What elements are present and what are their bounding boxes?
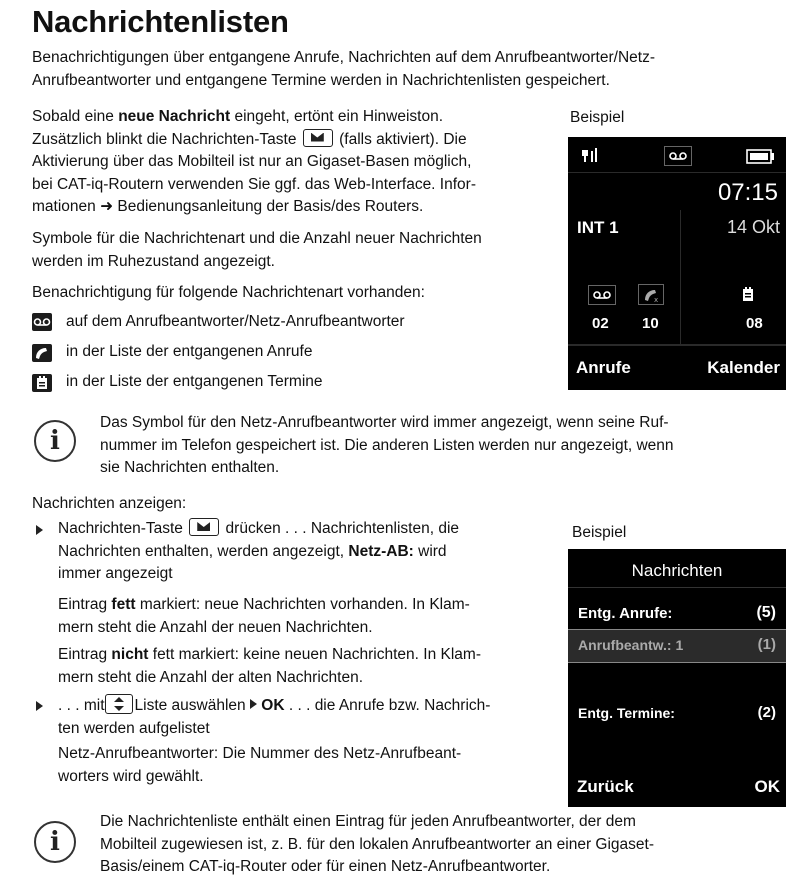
step-bullet-icon	[36, 525, 43, 535]
symbol-voicemail-text: auf dem Anrufbeantworter/Netz-Anrufbeantworter	[66, 313, 405, 330]
missed-call-icon	[638, 284, 664, 305]
symbols-paragraph: Symbole für die Nachrichtenart und die Anzahl neuer Nachrichten werden im Ruhezustand angezeigt.	[32, 230, 482, 270]
intro-line: Anrufbeantworter und entgangene Termine werden in Nachrichtenlisten gespeichert.	[32, 71, 610, 89]
calendar-icon	[738, 285, 758, 308]
list-item-count: (2)	[757, 704, 776, 721]
calendar-icon	[32, 374, 52, 392]
list-item-count: (5)	[756, 604, 776, 621]
message-key-icon	[303, 129, 333, 147]
svg-text:x: x	[654, 296, 659, 304]
voicemail-icon	[664, 146, 692, 166]
voicemail-count: 02	[592, 315, 609, 332]
info-note-voicemail: Das Symbol für den Netz-Anrufbeantworter wird immer angezeigt, wenn seine Ruf- nummer im Telefon gespeichert ist. Die anderen Listen werden nur angezeigt, wenn sie Nachrichten enthalten.	[100, 414, 674, 476]
voicemail-icon	[588, 285, 616, 305]
step-press-message-key: Nachrichten-Taste drücken . . . Nachrichtenlisten, die Nachrichten enthalten, werden angezeigt, Netz-AB: wird immer angezeigt	[58, 520, 460, 582]
intro-text	[32, 47, 655, 92]
step-select-list: . . . mit Liste auswählen OK . . . die Anrufe bzw. Nachrich- ten werden aufgelistet	[58, 694, 490, 740]
example-label: Beispiel	[570, 109, 625, 126]
clock-time: 07:15	[717, 179, 778, 206]
message-key-icon	[189, 518, 219, 536]
list-item-count: (1)	[757, 636, 776, 653]
symbol-calendar-text: in der Liste der entgangenen Termine	[66, 373, 323, 390]
softkey-back[interactable]: Zurück	[577, 777, 634, 796]
section-heading-show-messages: Nachrichten anzeigen:	[32, 495, 187, 512]
handset-name: INT 1	[577, 218, 619, 237]
missed-call-count: 10	[642, 315, 659, 332]
symbol-missed-call-text: in der Liste der entgangenen Anrufe	[66, 343, 313, 360]
softkey-calendar[interactable]: Kalender	[707, 358, 780, 377]
voicemail-icon	[32, 313, 52, 331]
messages-screen-example	[568, 549, 786, 807]
step-bullet-icon	[250, 699, 257, 709]
network-answering-machine-note: Netz-Anrufbeantworter: Die Nummer des Netz-Anrufbeant- worters wird gewählt.	[58, 745, 462, 785]
idle-screen-example	[568, 137, 786, 390]
date-display: 14 Okt	[726, 217, 780, 237]
notification-types-heading: Benachrichtigung für folgende Nachrichtenart vorhanden:	[32, 284, 425, 301]
missed-call-icon	[32, 344, 52, 362]
list-item-missed-calls[interactable]: Entg. Anrufe:	[578, 605, 673, 622]
battery-icon	[746, 149, 774, 169]
signal-icon	[580, 147, 600, 168]
screen-header: Nachrichten	[631, 561, 723, 580]
page-title: Nachrichtenlisten	[32, 4, 289, 39]
softkey-ok[interactable]: OK	[754, 777, 780, 796]
step-bullet-icon	[36, 701, 43, 711]
list-item-appointments[interactable]: Entg. Termine:	[578, 705, 675, 721]
not-bold-entry-note: Eintrag nicht fett markiert: keine neuen Nachrichten. In Klam- mern steht die Anzahl der alten Nachrichten.	[58, 646, 481, 686]
intro-line: Benachrichtigungen über entgangene Anrufe, Nachrichten auf dem Anrufbeantworter/Netz-	[32, 49, 655, 66]
info-icon: i	[34, 821, 76, 863]
info-note-message-list: Die Nachrichtenliste enthält einen Eintrag für jeden Anrufbeantworter, der dem Mobilteil zugewiesen ist, z. B. für den lokalen Anrufbeantworter an einer Gigaset- Basis/einem CAT-iq-Router oder für einen Netz-Anrufbeantworter.	[100, 813, 654, 875]
new-message-bold: neue Nachricht	[118, 108, 231, 125]
softkey-calls[interactable]: Anrufe	[576, 358, 631, 377]
appointment-count: 08	[746, 315, 763, 332]
notification-paragraph: Sobald eine neue Nachricht eingeht, ertönt ein Hinweiston. Zusätzlich blinkt die Nachrichten-Taste (falls aktiviert). Die Aktivierung über das Mobilteil ist nur an Gigaset-Basen möglich, bei CAT-iq-Routern verwenden Sie ggf. das Web-Interface. Infor- mationen ➜ Bedienungsanleitung der Basis/des Routers.	[32, 108, 476, 215]
navigation-key-icon	[105, 694, 133, 714]
info-icon: i	[34, 420, 76, 462]
list-item-answering-machine[interactable]: Anrufbeantw.: 1	[578, 637, 684, 653]
bold-entry-note: Eintrag fett markiert: neue Nachrichten vorhanden. In Klam- mern steht die Anzahl der neuen Nachrichten.	[58, 596, 470, 636]
example-label: Beispiel	[572, 524, 627, 541]
arrow-right-icon: ➜	[100, 198, 114, 215]
